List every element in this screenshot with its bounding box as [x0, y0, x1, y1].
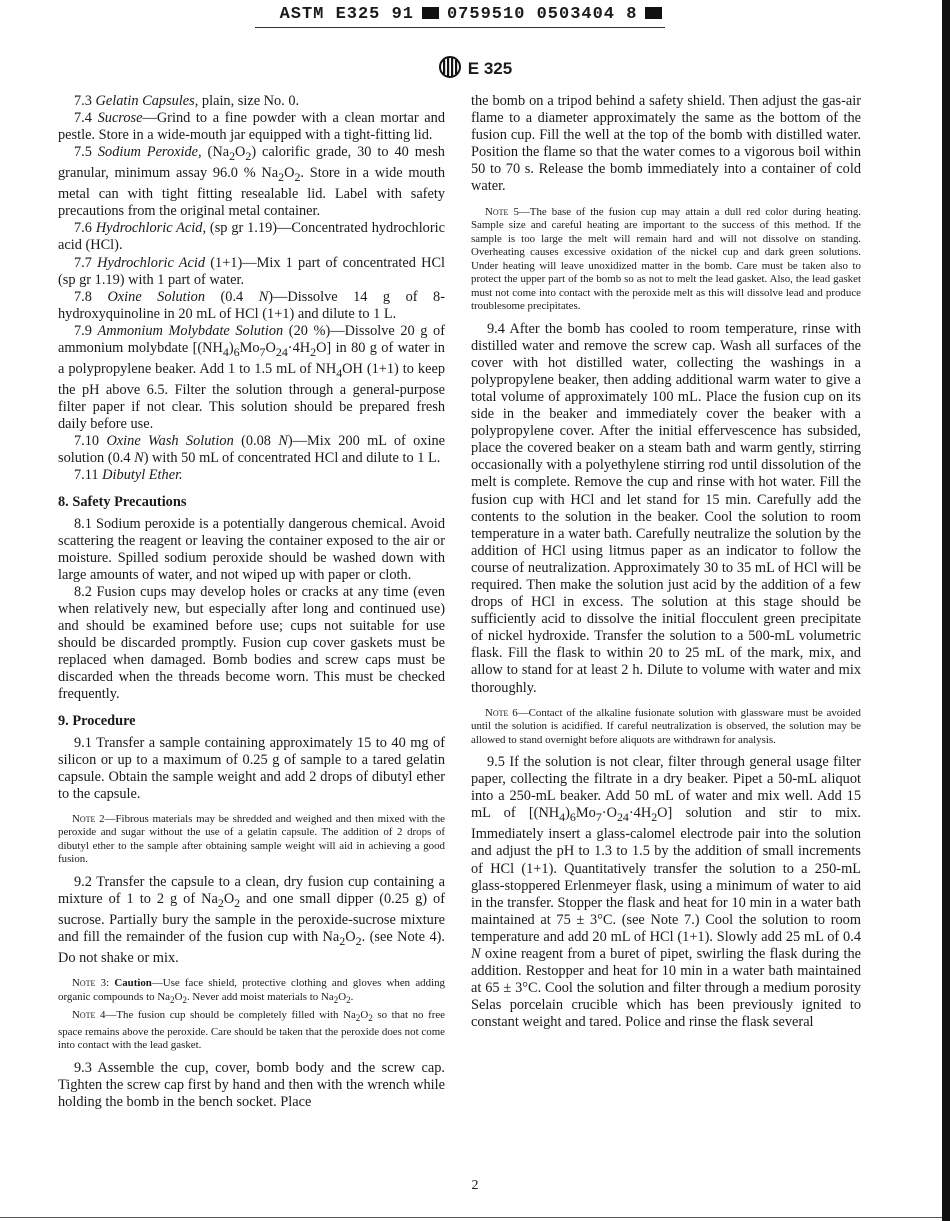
designation-header [0, 56, 950, 79]
note-5: Note 5—The base of the fusion cup may attain a dull red color during heating. Sample size and careful heating are important to the success of this method. If the sample is too large the melt will remain hard and will not dissolve on standing. Overheating causes excessive oxidation of the nickel cup and dark green solutions. Under heating will leave unoxidized matter in the bomb. Care must be taken also to protect the upper part of the bomb so as not to melt the lead gasket. Also, the lead gasket must not come into contact with the peroxide melt as this will dissolve lead and produce troublesome precipitates. [471, 205, 862, 313]
note-4: Note 4—The fusion cup should be completely filled with $Na_2O_2$ so that no free space remains above the peroxide. Care should be taken that the peroxide does not come into contact with the lead gasket. [58, 1009, 445, 1052]
scan-edge-bar [942, 0, 950, 1221]
para-9-5: 9.5 If the solution is not clear, filter through general usage filter paper, collecting the filtrate in a dry beaker. Pipet a 50-mL aliquot into a 250-mL beaker. Add 50 mL of water and mix well. Add 15 mL of $[(NH_4)_6Mo_7\cdot O_{24}\cdot 4H_2O]$ solution and stir to mix. Immediately insert a glass-calomel electrode pair into the solution and adjust the pH to 1.3 to 1.5 by the addition of small increments of HCl (1+1). Quantitatively transfer the solution to a 250-mL glass-stoppered Erlenmeyer flask, using a minimum of water to aid in the transfer. Stopper the flask and heat for 10 min in a water bath maintained at 75 ± 3°C. (see Note 7.) Cool the solution to room temperature and add 20 mL of HCl (1+1). Slowly add 25 mL of 0.4 N oxine reagent from a buret of pipet, swirling the flask during the addition. Restopper and heat for 10 min in a water bath maintained at 65 ± 3°C. Cool the solution and filter through a medium porosity Selas porcelain crucible which has been previously ignited to constant weight and tared. Police and rinse the flask several [471, 754, 862, 1031]
para-7-9: 7.9 Ammonium Molybdate Solution (20 %)—Dissolve 20 g of ammonium molybdate $[(NH_4)_6Mo_7O_{24}\cdot 4H_2O]$ in 80 g of water in a polypropylene beaker. Add 1 to 1.5 mL of $NH_4OH$ (1+1) to keep the pH above 6.5. Filter the solution through a general-purpose filter paper if not clear. This solution should be prepared fresh daily before use. [58, 322, 445, 433]
para-7-8: 7.8 Oxine Solution (0.4 N)—Dissolve 14 g of 8-hydroxyquinoline in 20 mL of HCl (1+1) and dilute to 1 L. [58, 288, 445, 322]
doc-code-b: 0759510 0503404 8 [446, 5, 638, 24]
astm-logo-icon [438, 56, 462, 78]
para-9-4: 9.4 After the bomb has cooled to room temperature, rinse with distilled water and remove the screw cap. Wash all surfaces of the cover with hot distilled water, collecting the washings in a polypropylene beaker, then adding additional warm water to give a total volume of approximately 100 mL. Place the fusion cup on its side in the beaker and immediately cover the beaker with a polypropylene cover. After the initial effervescence has subsided, place the covered beaker on a steam bath and warm gently, stirring occasionally with a polyethylene stirring rod until dissolution of the melt is complete. Remove the cup and rinse with hot water. Fill the fusion cup with HCl and let stand for 15 min. Carefully add the contents to the solution in the beaker. Cool the solution to room temperature in a water bath. Carefully neutralize the solution by the addition of HCl using litmus paper as an indicator to follow the course of neutralization. Approximately 30 to 35 mL of HCl will be required. Then make the solution just acid by the addition of a few drops of HCl in excess. The solution at this stage should be sufficiently acid to dissolve the initial flocculent green precipitate of nickel hydroxide. Transfer the solution to a 500-mL volumetric flask. Fill the flask to within 20 to 25 mL of the mark, mix, and allow to stand for at least 2 h. Dilute to volume with water and mix thoroughly. [471, 320, 861, 696]
designation-label: E 325 [467, 59, 513, 78]
scan-block-mark [645, 7, 662, 19]
para-9-3: 9.3 Assemble the cup, cover, bomb body and the screw cap. Tighten the screw cap first by hand and then with the wrench while holding the bomb in the bench socket. Place [58, 1059, 445, 1111]
doc-code-a: ASTM E325 91 [279, 5, 414, 24]
right-column [471, 93, 861, 1031]
section-heading-8: 8. Safety Precautions [58, 493, 187, 510]
para-8-1: 8.1 Sodium peroxide is a potentially dangerous chemical. Avoid scattering the reagent or leaving the container exposed to the air or moisture. Spilled sodium peroxide should be washed down with large amounts of water, and not wiped up with paper or cloth. [58, 515, 445, 583]
para-7-11: 7.11 Dibutyl Ether. [74, 467, 183, 484]
para-7-6: 7.6 Hydrochloric Acid, (sp gr 1.19)—Concentrated hydrochloric acid (HCl). [58, 220, 445, 254]
note-3: Note 3: Caution—Use face shield, protective clothing and gloves when adding organic compounds to $Na_2O_2$. Never add moist materials to $Na_2O_2$. [58, 977, 445, 1005]
para-7-7: 7.7 Hydrochloric Acid (1+1)—Mix 1 part of concentrated HCl (sp gr 1.19) with 1 part of water. [58, 254, 445, 288]
para-7-4: 7.4 Sucrose—Grind to a fine powder with a clean mortar and pestle. Store in a wide-mouth jar equipped with a tight-fitting lid. [58, 110, 445, 144]
note-2: Note 2—Fibrous materials may be shredded and weighed and then mixed with the peroxide and sugar without the use of a gelatin capsule. The addition of 2 drops of dibutyl ether to the sample after obtaining sample weight will aid in achieving a good fusion. [58, 812, 445, 866]
para-7-3: 7.3 Gelatin Capsules, plain, size No. 0. [74, 93, 300, 109]
para-9-1: 9.1 Transfer a sample containing approximately 15 to 40 mg of silicon or up to a maximum of 0.25 g of sample to a tared gelatin capsule. Obtain the sample weight and add 2 drops of dibutyl ether to the capsule. [58, 734, 445, 802]
para-9-3-continued: the bomb on a tripod behind a safety shield. Then adjust the gas-air flame to a diameter approximately the same as the bottom of the fusion cup. Fill the well at the top of the bomb with distilled water. Position the flame so that the water comes to a vigorous boil within 50 to 70 s. Release the bomb immediately into a container of cold water. [471, 93, 861, 195]
bottom-scan-line [0, 1217, 942, 1218]
scan-block-mark [422, 7, 439, 19]
para-7-10: 7.10 Oxine Wash Solution (0.08 N)—Mix 200 mL of oxine solution (0.4 N) with 50 mL of concentrated HCl and dilute to 1 L. [58, 433, 445, 467]
left-column [58, 93, 445, 1111]
para-7-5: 7.5 Sodium Peroxide, $(Na_2O_2)$ calorific grade, 30 to 40 mesh granular, minimum assay 96.0 % $Na_2O_2$. Store in a wide mouth metal can with tight fitting resealable lid. Label with safety precautions from the original metal container. [58, 144, 446, 220]
para-8-2: 8.2 Fusion cups may develop holes or cracks at any time (even when relatively new, but especially after long and continued use) and should be examined before use; cups not suitable for use should be discarded promptly. Fusion cup cover gaskets must be replaced when damaged. Bomb bodies and screw caps must be discarded when the threads become worn. This must be checked frequently. [58, 583, 445, 703]
section-heading-9: 9. Procedure [58, 712, 136, 729]
header-underline [255, 27, 665, 28]
para-9-2: 9.2 Transfer the capsule to a clean, dry fusion cup containing a mixture of 1 to 2 g of $Na_2O_2$ and one small dipper (0.25 g) of sucrose. Partially bury the sample in the peroxide-sucrose mixture and fill the remainder of the fusion cup with $Na_2O_2$. (see Note 4). Do not shake or mix. [58, 873, 445, 966]
note-6: Note 6—Contact of the alkaline fusionate solution with glassware must be avoided until the solution is acidified. If careful neutralization is observed, the solution may be allowed to stand overnight before aliquots are withdrawn for analysis. [471, 706, 862, 746]
page-number: 2 [471, 1178, 479, 1193]
document-code-header [0, 5, 950, 24]
